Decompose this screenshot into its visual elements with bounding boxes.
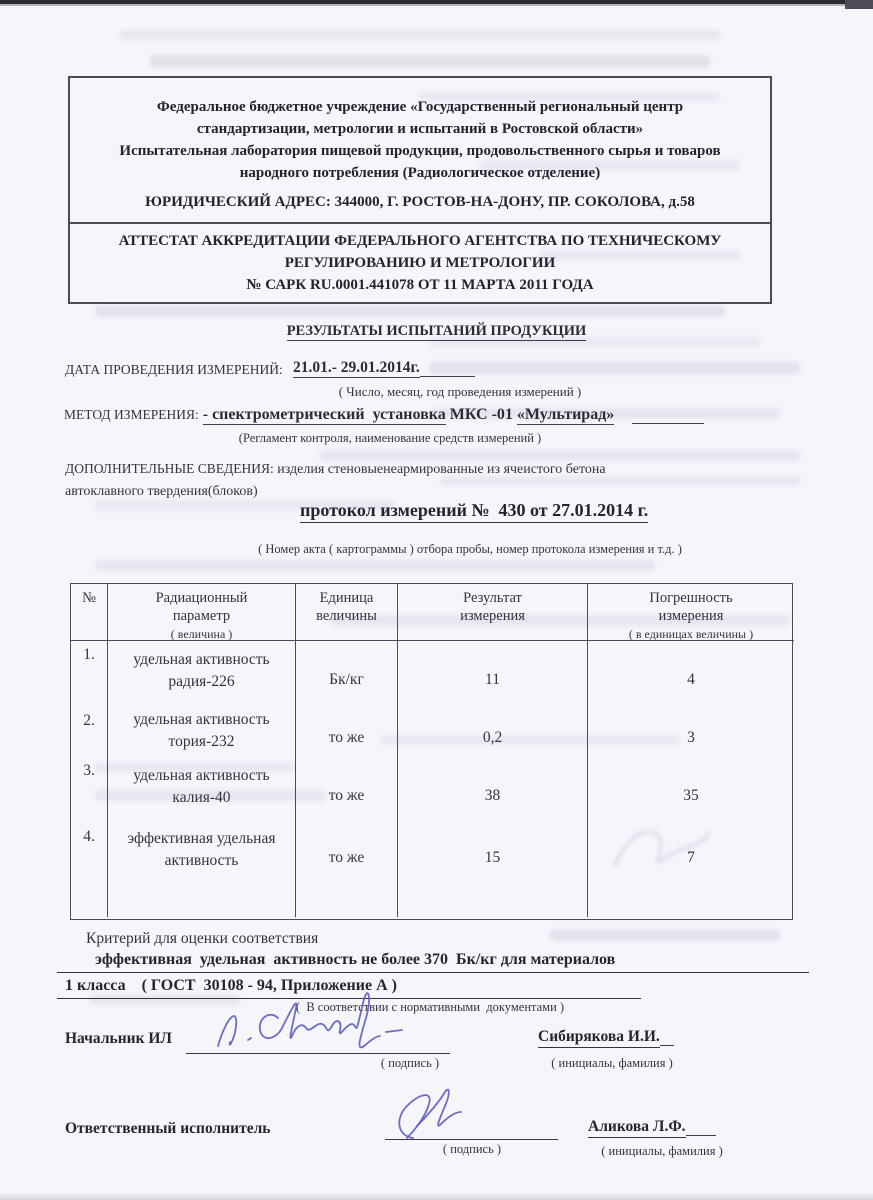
method-hint: (Регламент контроля, наименование средств измерений ) (238, 431, 542, 445)
table-row-number: 3. (71, 757, 108, 823)
table-row-unit: Бк/кг (296, 641, 398, 707)
scan-edge-bottom (0, 1192, 873, 1200)
column-header-error (588, 584, 794, 641)
header-subline: ( в единицах величины ) (628, 627, 754, 641)
header-subline: ( величина ) (170, 627, 233, 641)
signature2-role: Ответственный исполнитель (65, 1120, 271, 1137)
column-header-parameter (108, 584, 296, 641)
header-box (68, 76, 772, 304)
additional-information (65, 458, 765, 503)
header-line: измерения (658, 608, 724, 624)
table-row-parameter (108, 707, 296, 757)
column-header-result (398, 584, 588, 641)
accreditation-number: № САРК RU.0001.441078 ОТ 11 МАРТА 2011 ГОДА (246, 277, 594, 293)
signature1-name-hint: ( инициалы, фамилия ) (551, 1056, 673, 1070)
header-line: Погрешность (649, 590, 733, 606)
parameter-line: калия-40 (172, 789, 231, 806)
table-row-unit: то же (296, 823, 398, 917)
parameter-line: удельная активность (133, 711, 270, 728)
document-title (0, 323, 873, 340)
table-row-number: 2. (71, 707, 108, 757)
table-row-error: 7 (687, 849, 695, 866)
table-row-error: 3 (687, 729, 695, 746)
org-legal-address: ЮРИДИЧЕСКИЙ АДРЕС: 344000, Г. РОСТОВ-НА-ДОНУ, ПР. СОКОЛОВА, д.58 (145, 194, 695, 210)
criteria-hint: ( В соответствии с нормативными документами ) (295, 1000, 565, 1014)
table-row-result: 0,2 (398, 707, 588, 757)
signature1-handwriting (200, 988, 410, 1056)
accreditation-attestation (74, 230, 766, 296)
bleed-through-artifact (150, 55, 710, 68)
header-line: величины (316, 608, 377, 624)
document-title-text: РЕЗУЛЬТАТЫ ИСПЫТАНИЙ ПРОДУКЦИИ (286, 323, 587, 339)
scan-edge-corner (845, 0, 873, 9)
date-value-text: 21.01.- 29.01.2014г. (293, 359, 420, 376)
date-of-measurements-label: ДАТА ПРОВЕДЕНИЯ ИЗМЕРЕНИЙ: (65, 362, 283, 377)
parameter-line: активность (164, 852, 239, 869)
header-line: параметр (172, 608, 231, 624)
organization-name (76, 96, 764, 213)
parameter-line: удельная активность (133, 651, 270, 668)
org-line: стандартизации, метрологии и испытаний в Ростовской области» (196, 121, 644, 137)
signature2-name (588, 1118, 716, 1136)
method-value-part2: МКС -01 (445, 406, 517, 423)
underline-tail (686, 1121, 716, 1136)
criteria-line2-text: 1 класса ( ГОСТ 30108 - 94, Приложение А ) (65, 977, 397, 994)
bleed-through-artifact (550, 930, 780, 941)
criteria-line1 (57, 951, 809, 973)
column-header-unit (296, 584, 398, 641)
table-row-parameter (108, 641, 296, 707)
accreditation-line: РЕГУЛИРОВАНИЮ И МЕТРОЛОГИИ (284, 255, 556, 271)
additional-label: ДОПОЛНИТЕЛЬНЫЕ СВЕДЕНИЯ: (65, 461, 274, 476)
table-row-result: 15 (398, 823, 588, 917)
protocol-reference (300, 500, 648, 521)
method-value-part3: «Мультирад» (516, 406, 615, 423)
header-line: Результат (463, 590, 522, 606)
parameter-line: удельная активность (133, 767, 270, 784)
table-row-result: 11 (398, 641, 588, 707)
table-row-error: 4 (687, 671, 695, 688)
parameter-line: эффективная удельная (127, 830, 276, 847)
accreditation-line: АТТЕСТАТ АККРЕДИТАЦИИ ФЕДЕРАЛЬНОГО АГЕНТСТВА ПО ТЕХНИЧЕСКОМУ (118, 233, 722, 249)
signature2-sign-hint: ( подпись ) (442, 1142, 502, 1156)
signature2-name-hint: ( инициалы, фамилия ) (601, 1144, 723, 1158)
bleed-through-artifact (95, 560, 655, 571)
table-row-unit: то же (296, 707, 398, 757)
signature2-handwriting (383, 1082, 483, 1142)
additional-value-line1: изделия стеновыенеармированные из ячеистого бетона (273, 462, 606, 477)
method-label: МЕТОД ИЗМЕРЕНИЯ: (64, 407, 199, 422)
results-table (70, 583, 793, 920)
measurement-method-row (64, 406, 704, 424)
header-box-divider (70, 222, 770, 224)
table-row-unit: то же (296, 757, 398, 823)
method-value-part1: - спектрометрический установка (202, 406, 446, 423)
header-line: Единица (319, 590, 374, 606)
signature1-name-text: Сибирякова И.И. (538, 1028, 660, 1048)
protocol-reference-text: протокол измерений № 430 от 27.01.2014 г. (300, 500, 648, 523)
table-row-number: 4. (71, 823, 108, 917)
underline-tail (632, 409, 704, 424)
underline-tail (420, 362, 475, 377)
signature2-name-text: Аликова Л.Ф. (588, 1118, 686, 1138)
table-row-parameter (108, 757, 296, 823)
table-row-result: 38 (398, 757, 588, 823)
criteria-line1-text: эффективная удельная активность не более 370 Бк/кг для материалов (95, 951, 616, 968)
criteria-label: Критерий для оценки соответствия (86, 930, 319, 947)
header-line: измерения (460, 608, 525, 624)
org-line: Федеральное бюджетное учреждение «Государственный региональный центр (156, 99, 684, 115)
date-of-measurements-value (293, 359, 475, 377)
table-row-number: 1. (71, 641, 108, 707)
underline-tail (660, 1031, 674, 1046)
additional-value-line2: автоклавного твердения(блоков) (65, 484, 258, 499)
bleed-through-artifact (120, 30, 720, 40)
signature1-role: Начальник ИЛ (65, 1030, 172, 1047)
table-row-parameter (108, 823, 296, 917)
org-line: народного потребления (Радиологическое отделение) (239, 165, 601, 181)
bleed-through-artifact (430, 362, 800, 374)
header-line: Радиационный (155, 590, 248, 606)
org-line: Испытательная лаборатория пищевой продукции, продовольственного сырья и товаров (119, 143, 721, 159)
signature1-name (538, 1028, 674, 1046)
header-line: № (82, 590, 96, 606)
scan-edge-top-shadow (0, 4, 873, 6)
column-header-number (71, 584, 108, 641)
signature1-sign-hint: ( подпись ) (380, 1056, 440, 1070)
protocol-hint: ( Номер акта ( картограммы ) отбора пробы, номер протокола измерения и т.д. ) (258, 542, 682, 556)
table-row-error: 35 (683, 787, 699, 804)
parameter-line: тория-232 (168, 733, 235, 750)
date-hint: ( Число, месяц, год проведения измерений ) (338, 384, 582, 399)
bleed-through-artifact (95, 306, 725, 317)
parameter-line: радия-226 (168, 673, 235, 690)
